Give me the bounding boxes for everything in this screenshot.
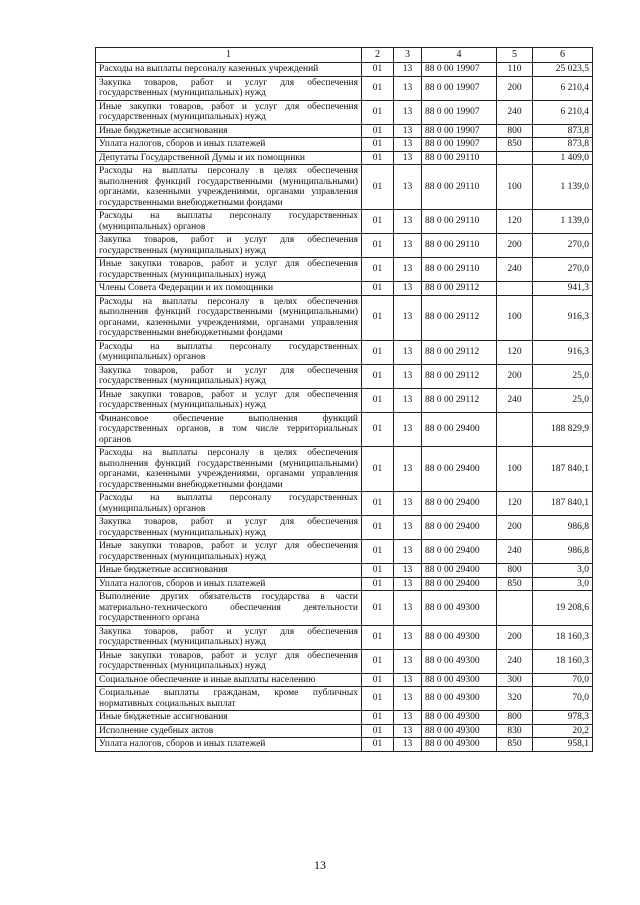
description-cell: Иные закупки товаров, работ и услуг для обеспечения государственных (муниципальных) нужд xyxy=(96,100,362,124)
subsection-cell: 13 xyxy=(394,738,422,752)
header-cell: 3 xyxy=(394,48,422,63)
table-row xyxy=(96,516,593,540)
subsection-cell: 13 xyxy=(394,63,422,77)
subsection-cell: 13 xyxy=(394,540,422,564)
description-cell: Расходы на выплаты персоналу в целях обеспечения выполнения функций государственными (муниципальными) органами, казенными учреждениями, органами управления государственными внебюджетными фондами xyxy=(96,165,362,210)
target-article-cell: 88 0 00 49300 xyxy=(422,687,497,711)
description-cell: Уплата налогов, сборов и иных платежей xyxy=(96,577,362,591)
expense-type-cell xyxy=(497,591,533,626)
table-row xyxy=(96,388,593,412)
target-article-cell: 88 0 00 49300 xyxy=(422,738,497,752)
amount-cell: 19 208,6 xyxy=(533,591,593,626)
description-cell: Расходы на выплаты персоналу государственных (муниципальных) органов xyxy=(96,340,362,364)
target-article-cell: 88 0 00 29110 xyxy=(422,151,497,165)
section-cell: 01 xyxy=(362,673,394,687)
target-article-cell: 88 0 00 29400 xyxy=(422,564,497,578)
header-cell: 4 xyxy=(422,48,497,63)
expense-type-cell: 120 xyxy=(497,340,533,364)
description-cell: Социальные выплаты гражданам, кроме публичных нормативных социальных выплат xyxy=(96,687,362,711)
description-cell: Закупка товаров, работ и услуг для обеспечения государственных (муниципальных) нужд xyxy=(96,516,362,540)
table-row xyxy=(96,649,593,673)
description-cell: Финансовое обеспечение выполнения функций государственных органов, в том числе территориальных органов xyxy=(96,412,362,447)
subsection-cell: 13 xyxy=(394,258,422,282)
section-cell: 01 xyxy=(362,100,394,124)
target-article-cell: 88 0 00 29110 xyxy=(422,234,497,258)
amount-cell: 20,2 xyxy=(533,724,593,738)
subsection-cell: 13 xyxy=(394,412,422,447)
amount-cell: 1 139,0 xyxy=(533,165,593,210)
section-cell: 01 xyxy=(362,388,394,412)
section-cell: 01 xyxy=(362,76,394,100)
expense-type-cell: 200 xyxy=(497,364,533,388)
budget-table xyxy=(95,47,593,752)
table-row xyxy=(96,687,593,711)
amount-cell: 270,0 xyxy=(533,234,593,258)
section-cell: 01 xyxy=(362,687,394,711)
section-cell: 01 xyxy=(362,124,394,138)
table-row xyxy=(96,340,593,364)
description-cell: Депутаты Государственной Думы и их помощники xyxy=(96,151,362,165)
expense-type-cell: 120 xyxy=(497,492,533,516)
subsection-cell: 13 xyxy=(394,591,422,626)
table-row xyxy=(96,577,593,591)
subsection-cell: 13 xyxy=(394,388,422,412)
section-cell: 01 xyxy=(362,649,394,673)
subsection-cell: 13 xyxy=(394,100,422,124)
table-row xyxy=(96,210,593,234)
description-cell: Расходы на выплаты персоналу в целях обеспечения выполнения функций государственными (муниципальными) органами, казенными учреждениями, органами управления государственными внебюджетными фондами xyxy=(96,295,362,340)
description-cell: Иные закупки товаров, работ и услуг для обеспечения государственных (муниципальных) нужд xyxy=(96,388,362,412)
target-article-cell: 88 0 00 49300 xyxy=(422,625,497,649)
subsection-cell: 13 xyxy=(394,724,422,738)
description-cell: Закупка товаров, работ и услуг для обеспечения государственных (муниципальных) нужд xyxy=(96,76,362,100)
section-cell: 01 xyxy=(362,295,394,340)
section-cell: 01 xyxy=(362,282,394,296)
subsection-cell: 13 xyxy=(394,687,422,711)
target-article-cell: 88 0 00 29110 xyxy=(422,165,497,210)
expense-type-cell: 240 xyxy=(497,258,533,282)
description-cell: Расходы на выплаты персоналу в целях обеспечения выполнения функций государственными (муниципальными) органами, казенными учреждениями, органами управления государственными внебюджетными фондами xyxy=(96,447,362,492)
section-cell: 01 xyxy=(362,564,394,578)
section-cell: 01 xyxy=(362,577,394,591)
subsection-cell: 13 xyxy=(394,234,422,258)
description-cell: Иные закупки товаров, работ и услуг для обеспечения государственных (муниципальных) нужд xyxy=(96,540,362,564)
expense-type-cell: 120 xyxy=(497,210,533,234)
expense-type-cell: 800 xyxy=(497,711,533,725)
section-cell: 01 xyxy=(362,540,394,564)
amount-cell: 941,3 xyxy=(533,282,593,296)
section-cell: 01 xyxy=(362,165,394,210)
table-row xyxy=(96,711,593,725)
amount-cell: 873,8 xyxy=(533,124,593,138)
expense-type-cell: 240 xyxy=(497,649,533,673)
expense-type-cell: 850 xyxy=(497,577,533,591)
expense-type-cell xyxy=(497,412,533,447)
header-cell: 1 xyxy=(96,48,362,63)
section-cell: 01 xyxy=(362,738,394,752)
amount-cell: 3,0 xyxy=(533,577,593,591)
amount-cell: 873,8 xyxy=(533,138,593,152)
table-row xyxy=(96,564,593,578)
description-cell: Иные бюджетные ассигнования xyxy=(96,564,362,578)
section-cell: 01 xyxy=(362,151,394,165)
amount-cell: 188 829,9 xyxy=(533,412,593,447)
expense-type-cell xyxy=(497,151,533,165)
target-article-cell: 88 0 00 19907 xyxy=(422,76,497,100)
subsection-cell: 13 xyxy=(394,447,422,492)
expense-type-cell: 200 xyxy=(497,234,533,258)
amount-cell: 6 210,4 xyxy=(533,76,593,100)
subsection-cell: 13 xyxy=(394,673,422,687)
expense-type-cell: 830 xyxy=(497,724,533,738)
section-cell: 01 xyxy=(362,364,394,388)
target-article-cell: 88 0 00 29400 xyxy=(422,492,497,516)
table-row xyxy=(96,100,593,124)
section-cell: 01 xyxy=(362,138,394,152)
amount-cell: 25,0 xyxy=(533,388,593,412)
header-cell: 2 xyxy=(362,48,394,63)
target-article-cell: 88 0 00 49300 xyxy=(422,649,497,673)
subsection-cell: 13 xyxy=(394,76,422,100)
amount-cell: 978,3 xyxy=(533,711,593,725)
subsection-cell: 13 xyxy=(394,625,422,649)
table-row xyxy=(96,124,593,138)
section-cell: 01 xyxy=(362,210,394,234)
section-cell: 01 xyxy=(362,258,394,282)
target-article-cell: 88 0 00 49300 xyxy=(422,591,497,626)
target-article-cell: 88 0 00 29112 xyxy=(422,364,497,388)
subsection-cell: 13 xyxy=(394,282,422,296)
table-row xyxy=(96,447,593,492)
subsection-cell: 13 xyxy=(394,564,422,578)
target-article-cell: 88 0 00 29400 xyxy=(422,447,497,492)
subsection-cell: 13 xyxy=(394,124,422,138)
description-cell: Социальное обеспечение и иные выплаты населению xyxy=(96,673,362,687)
target-article-cell: 88 0 00 29112 xyxy=(422,282,497,296)
table-row xyxy=(96,138,593,152)
section-cell: 01 xyxy=(362,492,394,516)
target-article-cell: 88 0 00 49300 xyxy=(422,724,497,738)
expense-type-cell: 100 xyxy=(497,165,533,210)
subsection-cell: 13 xyxy=(394,340,422,364)
target-article-cell: 88 0 00 29110 xyxy=(422,258,497,282)
description-cell: Выполнение других обязательств государства в части материально-технического обеспечения деятельности государственного органа xyxy=(96,591,362,626)
amount-cell: 986,8 xyxy=(533,516,593,540)
table-row xyxy=(96,540,593,564)
subsection-cell: 13 xyxy=(394,295,422,340)
header-cell: 6 xyxy=(533,48,593,63)
table-row xyxy=(96,282,593,296)
amount-cell: 70,0 xyxy=(533,673,593,687)
expense-type-cell: 100 xyxy=(497,447,533,492)
amount-cell: 25,0 xyxy=(533,364,593,388)
subsection-cell: 13 xyxy=(394,138,422,152)
expense-type-cell: 300 xyxy=(497,673,533,687)
section-cell: 01 xyxy=(362,724,394,738)
target-article-cell: 88 0 00 19907 xyxy=(422,138,497,152)
target-article-cell: 88 0 00 19907 xyxy=(422,124,497,138)
subsection-cell: 13 xyxy=(394,151,422,165)
expense-type-cell: 850 xyxy=(497,138,533,152)
amount-cell: 18 160,3 xyxy=(533,649,593,673)
amount-cell: 6 210,4 xyxy=(533,100,593,124)
expense-type-cell: 240 xyxy=(497,540,533,564)
amount-cell: 70,0 xyxy=(533,687,593,711)
table-row xyxy=(96,76,593,100)
header-cell: 5 xyxy=(497,48,533,63)
subsection-cell: 13 xyxy=(394,492,422,516)
description-cell: Исполнение судебных актов xyxy=(96,724,362,738)
section-cell: 01 xyxy=(362,625,394,649)
target-article-cell: 88 0 00 29110 xyxy=(422,210,497,234)
description-cell: Закупка товаров, работ и услуг для обеспечения государственных (муниципальных) нужд xyxy=(96,364,362,388)
table-row xyxy=(96,673,593,687)
table-header-row xyxy=(96,48,593,63)
table-row xyxy=(96,492,593,516)
expense-type-cell: 200 xyxy=(497,625,533,649)
amount-cell: 25 023,5 xyxy=(533,63,593,77)
table-row xyxy=(96,234,593,258)
amount-cell: 270,0 xyxy=(533,258,593,282)
amount-cell: 986,8 xyxy=(533,540,593,564)
description-cell: Члены Совета Федерации и их помощники xyxy=(96,282,362,296)
target-article-cell: 88 0 00 49300 xyxy=(422,711,497,725)
table-row xyxy=(96,738,593,752)
section-cell: 01 xyxy=(362,412,394,447)
target-article-cell: 88 0 00 19907 xyxy=(422,100,497,124)
table-row xyxy=(96,591,593,626)
table-row xyxy=(96,412,593,447)
section-cell: 01 xyxy=(362,591,394,626)
target-article-cell: 88 0 00 29112 xyxy=(422,295,497,340)
subsection-cell: 13 xyxy=(394,516,422,540)
description-cell: Закупка товаров, работ и услуг для обеспечения государственных (муниципальных) нужд xyxy=(96,625,362,649)
section-cell: 01 xyxy=(362,63,394,77)
subsection-cell: 13 xyxy=(394,711,422,725)
amount-cell: 958,1 xyxy=(533,738,593,752)
table-row xyxy=(96,364,593,388)
table-row xyxy=(96,63,593,77)
target-article-cell: 88 0 00 49300 xyxy=(422,673,497,687)
description-cell: Иные бюджетные ассигнования xyxy=(96,124,362,138)
expense-type-cell: 100 xyxy=(497,295,533,340)
amount-cell: 916,3 xyxy=(533,340,593,364)
expense-type-cell: 850 xyxy=(497,738,533,752)
description-cell: Расходы на выплаты персоналу государственных (муниципальных) органов xyxy=(96,210,362,234)
expense-type-cell: 800 xyxy=(497,564,533,578)
page-number: 13 xyxy=(314,858,326,872)
target-article-cell: 88 0 00 19907 xyxy=(422,63,497,77)
expense-type-cell: 320 xyxy=(497,687,533,711)
expense-type-cell: 800 xyxy=(497,124,533,138)
description-cell: Иные бюджетные ассигнования xyxy=(96,711,362,725)
table-row xyxy=(96,165,593,210)
amount-cell: 1 139,0 xyxy=(533,210,593,234)
description-cell: Расходы на выплаты персоналу казенных учреждений xyxy=(96,63,362,77)
subsection-cell: 13 xyxy=(394,165,422,210)
amount-cell: 3,0 xyxy=(533,564,593,578)
amount-cell: 18 160,3 xyxy=(533,625,593,649)
description-cell: Иные закупки товаров, работ и услуг для обеспечения государственных (муниципальных) нужд xyxy=(96,649,362,673)
subsection-cell: 13 xyxy=(394,210,422,234)
target-article-cell: 88 0 00 29112 xyxy=(422,340,497,364)
amount-cell: 187 840,1 xyxy=(533,447,593,492)
expense-type-cell: 110 xyxy=(497,63,533,77)
section-cell: 01 xyxy=(362,340,394,364)
target-article-cell: 88 0 00 29400 xyxy=(422,577,497,591)
target-article-cell: 88 0 00 29400 xyxy=(422,540,497,564)
budget-table-body xyxy=(96,48,593,752)
table-row xyxy=(96,258,593,282)
description-cell: Закупка товаров, работ и услуг для обеспечения государственных (муниципальных) нужд xyxy=(96,234,362,258)
description-cell: Уплата налогов, сборов и иных платежей xyxy=(96,738,362,752)
subsection-cell: 13 xyxy=(394,577,422,591)
subsection-cell: 13 xyxy=(394,364,422,388)
amount-cell: 187 840,1 xyxy=(533,492,593,516)
table-row xyxy=(96,625,593,649)
expense-type-cell: 240 xyxy=(497,100,533,124)
table-row xyxy=(96,151,593,165)
section-cell: 01 xyxy=(362,516,394,540)
section-cell: 01 xyxy=(362,234,394,258)
amount-cell: 916,3 xyxy=(533,295,593,340)
description-cell: Уплата налогов, сборов и иных платежей xyxy=(96,138,362,152)
expense-type-cell: 240 xyxy=(497,388,533,412)
section-cell: 01 xyxy=(362,447,394,492)
expense-type-cell: 200 xyxy=(497,76,533,100)
expense-type-cell: 200 xyxy=(497,516,533,540)
target-article-cell: 88 0 00 29112 xyxy=(422,388,497,412)
table-row xyxy=(96,295,593,340)
table-row xyxy=(96,724,593,738)
target-article-cell: 88 0 00 29400 xyxy=(422,412,497,447)
description-cell: Расходы на выплаты персоналу государственных (муниципальных) органов xyxy=(96,492,362,516)
expense-type-cell xyxy=(497,282,533,296)
description-cell: Иные закупки товаров, работ и услуг для обеспечения государственных (муниципальных) нужд xyxy=(96,258,362,282)
section-cell: 01 xyxy=(362,711,394,725)
target-article-cell: 88 0 00 29400 xyxy=(422,516,497,540)
amount-cell: 1 409,0 xyxy=(533,151,593,165)
subsection-cell: 13 xyxy=(394,649,422,673)
